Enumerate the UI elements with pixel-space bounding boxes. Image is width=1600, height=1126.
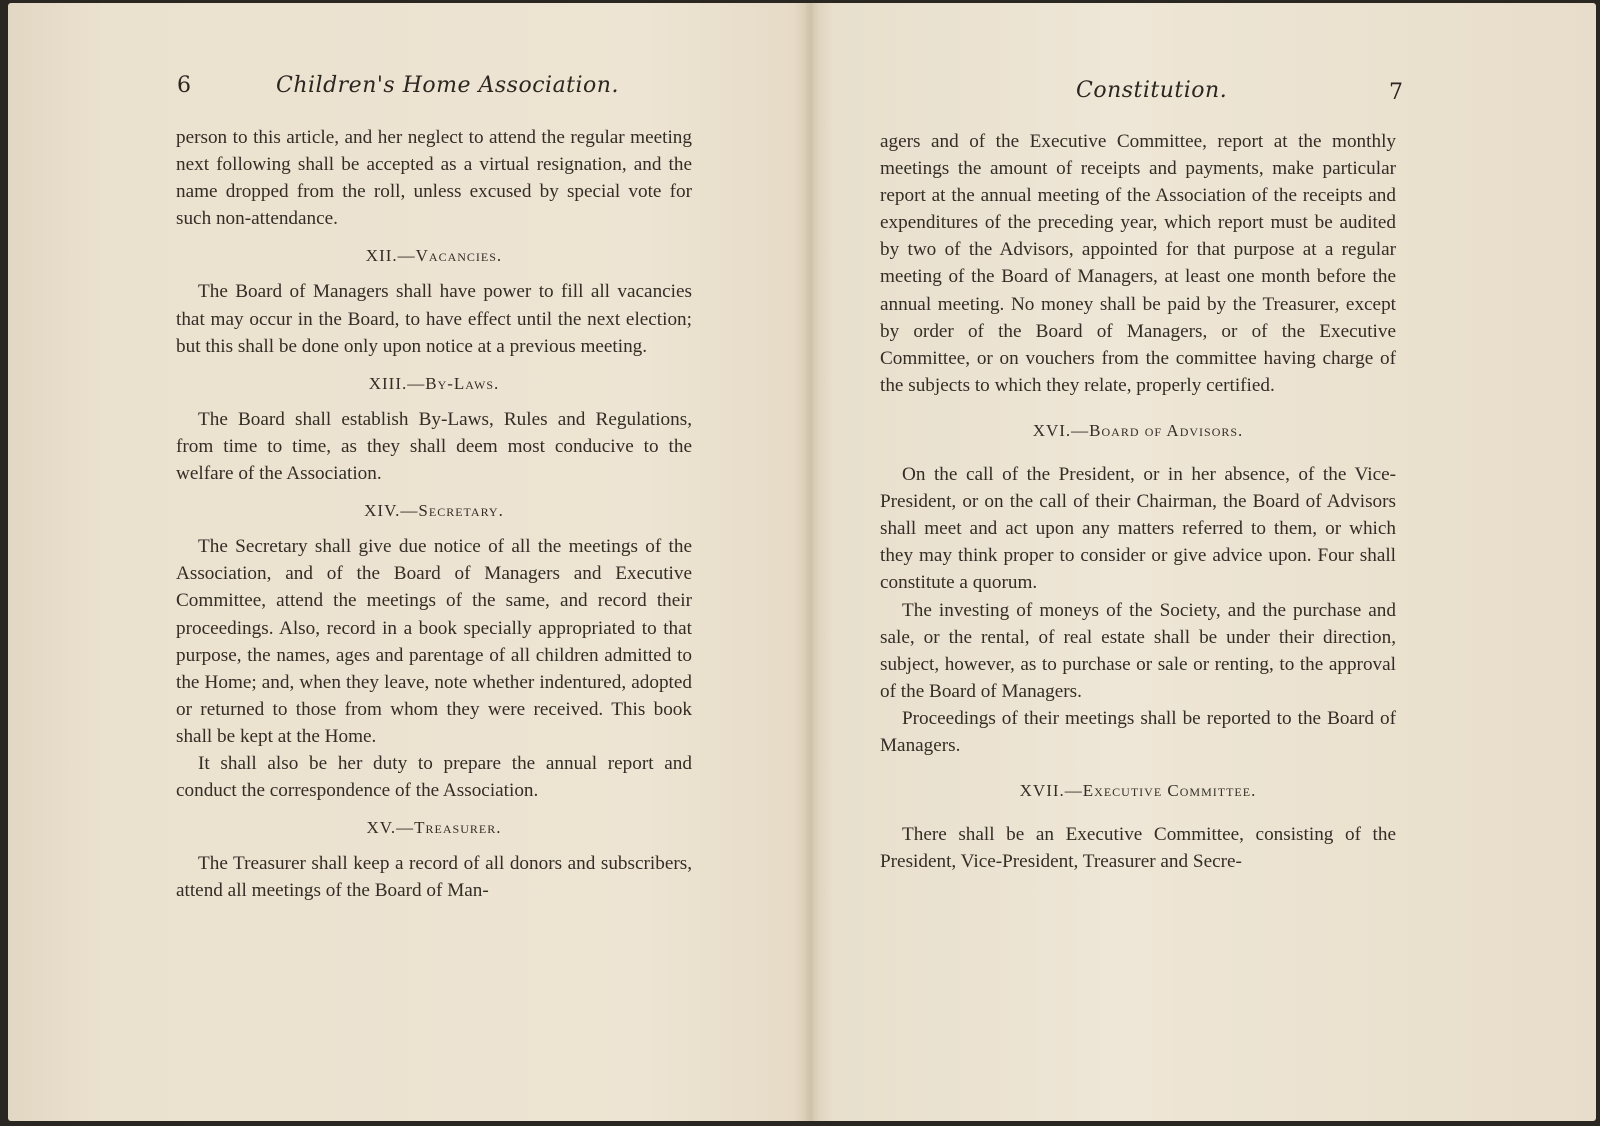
left-page (8, 3, 805, 1121)
section-heading-xv: XV.—Treasurer. (366, 818, 502, 838)
right-page-number: 7 (1389, 80, 1403, 105)
left-page-number: 6 (177, 73, 191, 98)
section-xvi-paragraph-3: Proceedings of their meetings shall be reported to the Board of Managers. (880, 707, 1396, 756)
left-lead-paragraph: person to this article, and her neglect to attend the regular meeting next following shall be accepted as a virtual resignation, and the name dropped from the roll, unless excused by special vote for such non-attendance. (176, 127, 692, 230)
right-lead-paragraph: agers and of the Executive Committee, report at the monthly meetings the amount of receipts and payments, make particular report at the annual meeting of the Association of the receipts and expenditures of the preceding year, which report must be audited by two of the Advisors, appointed for that purpose at a regular meeting of the Board of Managers, at least one month before the annual meeting. No money shall be paid by the Treasurer, except by order of the Board of Managers, or of the Executive Committee, or on vouchers from the committee having charge of the subjects to which they relate, properly certified. (880, 131, 1396, 396)
section-heading-xii: XII.—Vacancies. (365, 246, 503, 266)
section-heading-xiv: XIV.—Secretary. (364, 501, 504, 521)
right-running-title: Constitution. (1076, 78, 1228, 103)
right-page (819, 3, 1596, 1121)
left-running-title: Children's Home Association. (276, 73, 619, 98)
section-xiv-paragraph-2: It shall also be her duty to prepare the annual report and conduct the correspondence of the Association. (176, 752, 692, 802)
section-xii-paragraph-1: The Board of Managers shall have power to fill all vacancies that may occur in the Board, to have effect until the next election; but this shall be done only upon notice at a previous meeting. (176, 281, 692, 357)
section-heading-xvi: XVI.—Board of Advisors. (1032, 420, 1244, 440)
book-spread (8, 3, 1596, 1121)
section-xv-paragraph-1: The Treasurer shall keep a record of all donors and subscribers, attend all meetings of the Board of Man- (176, 853, 692, 902)
section-xvi-paragraph-2: The investing of moneys of the Society, and the purchase and sale, or the rental, of real estate shall be under their direction, subject, however, as to purchase or sale or renting, to the approval of the Board of Managers. (880, 599, 1396, 702)
right-page-body (880, 128, 1396, 875)
section-xvii-paragraph-1: There shall be an Executive Committee, consisting of the President, Vice-President, Treasurer and Secre- (880, 824, 1396, 873)
left-page-body (176, 124, 692, 904)
section-heading-xiii: XIII.—By-Laws. (368, 373, 500, 393)
book-gutter (805, 3, 819, 1121)
section-xiv-paragraph-1: The Secretary shall give due notice of all the meetings of the Association, and of the Board of Managers and Executive Committee, attend the meetings of the same, and record their proceedings. Also, record in a book specially appropriated to that purpose, the names, ages and parentage of all children admitted to the Home; and, when they leave, note whether indentured, adopted or returned to those from whom they were received. This book shall be kept at the Home. (176, 536, 692, 747)
section-heading-xvii: XVII.—Executive Committee. (1019, 781, 1257, 801)
section-xiii-paragraph-1: The Board shall establish By-Laws, Rules and Regulations, from time to time, as they shall deem most conducive to the welfare of the Association. (176, 408, 692, 485)
section-xvi-paragraph-1: On the call of the President, or in her absence, of the Vice-President, or on the call of their Chairman, the Board of Advisors shall meet and act upon any matters referred to them, or which they may think proper to consider or give advice upon. Four shall constitute a quorum. (880, 464, 1396, 594)
